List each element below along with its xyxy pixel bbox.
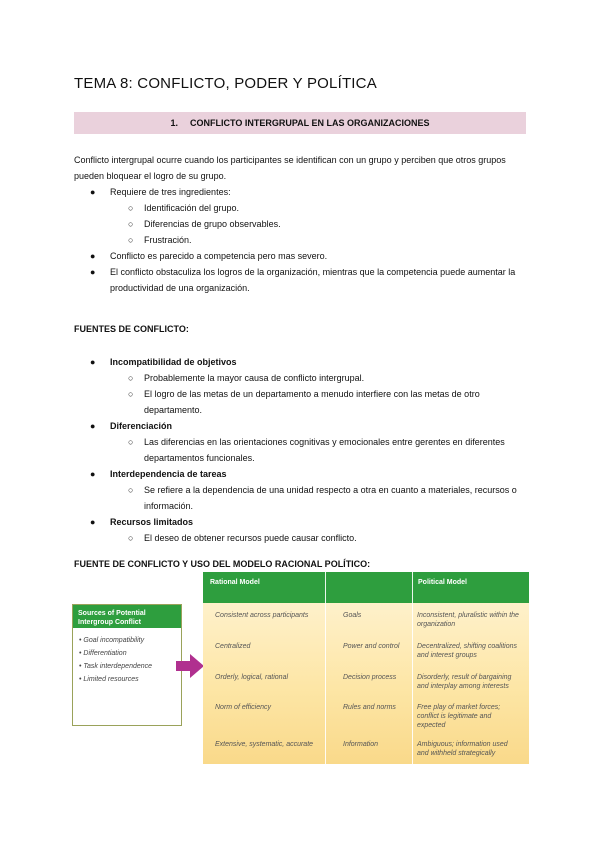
rational-cell: Centralized — [215, 643, 251, 650]
section-header — [74, 112, 526, 134]
list-item: ○ El logro de las metas de un departamento a menudo interfiere con las metas de otro departamento. — [74, 386, 526, 418]
circle-bullet-icon: ○ — [128, 437, 134, 447]
circle-bullet-icon: ○ — [128, 485, 134, 495]
list-item: ● Diferenciación — [74, 418, 526, 434]
list-item: ● Recursos limitados — [74, 514, 526, 530]
intro-paragraph: Conflicto intergrupal ocurre cuando los participantes se identifican con un grupo y perciben que otros grupos pueden bloquear el logro de su grupo. — [74, 155, 506, 181]
political-cell: Free play of market forces; conflict is legitimate and expected — [417, 704, 501, 729]
list-item: ○ Las diferencias en las orientaciones cognitivas y emocionales entre gerentes en diferentes departamentos funcionales. — [74, 434, 526, 466]
bullet-icon: ● — [90, 251, 96, 261]
circle-bullet-icon: ○ — [128, 235, 134, 245]
rational-header: Rational Model — [210, 579, 260, 586]
circle-bullet-icon: ○ — [128, 203, 134, 213]
bullet-icon: ● — [90, 187, 96, 197]
section-number: 1. — [170, 118, 178, 128]
source-item: • Goal incompatibility — [79, 637, 145, 644]
list-item: ○ Frustración. — [74, 232, 526, 248]
list-item: ● Conflicto es parecido a competencia pero mas severo. — [74, 248, 526, 264]
dimension-cell: Decision process — [343, 674, 397, 681]
political-cell: Ambiguous; information used and withheld strategically — [417, 741, 508, 757]
page-title: TEMA 8: CONFLICTO, PODER Y POLÍTICA — [74, 75, 377, 92]
bullet-icon: ● — [90, 517, 96, 527]
bullet-icon: ● — [90, 267, 96, 277]
column-divider — [325, 572, 326, 764]
rational-cell: Orderly, logical, rational — [215, 674, 289, 681]
list-item: ○ Se refiere a la dependencia de una unidad respecto a otra en cuanto a materiales, recursos o información. — [74, 482, 526, 514]
rational-cell: Extensive, systematic, accurate — [215, 741, 314, 748]
intro-list — [74, 184, 526, 296]
bullet-icon: ● — [90, 421, 96, 431]
list-item: ○ Probablemente la mayor causa de conflicto intergrupal. — [74, 370, 526, 386]
rational-cell: Norm of efficiency — [215, 704, 272, 711]
bullet-icon: ● — [90, 357, 96, 367]
political-cell: Disorderly, result of bargaining and interplay among interests — [417, 674, 512, 690]
bullet-icon: ● — [90, 469, 96, 479]
political-cell: Inconsistent, pluralistic within the organization — [417, 612, 519, 628]
table-header — [203, 572, 529, 603]
circle-bullet-icon: ○ — [128, 373, 134, 383]
list-item: ● Incompatibilidad de objetivos — [74, 354, 526, 370]
dimension-cell: Information — [343, 741, 379, 748]
list-item: ● Requiere de tres ingredientes: — [74, 184, 526, 200]
sources-box — [72, 604, 182, 726]
fuentes-list — [74, 354, 526, 546]
arrow-right-icon — [176, 654, 204, 678]
column-divider — [412, 572, 413, 764]
list-item: ● Interdependencia de tareas — [74, 466, 526, 482]
political-cell: Decentralized, shifting coalitions and interest groups — [417, 643, 517, 659]
sources-title: Sources of Potential Intergroup Conflict — [73, 605, 181, 628]
list-item: ○ El deseo de obtener recursos puede causar conflicto. — [74, 530, 526, 546]
source-item: • Limited resources — [79, 676, 139, 683]
sources-list — [73, 628, 181, 686]
dimension-cell: Power and control — [343, 643, 400, 650]
model-table — [203, 572, 529, 764]
dimension-cell: Goals — [343, 612, 362, 619]
modelo-heading: FUENTE DE CONFLICTO Y USO DEL MODELO RACIONAL POLÍTICO: — [74, 559, 371, 569]
rational-cell: Consistent across participants — [215, 612, 309, 619]
section-label: CONFLICTO INTERGRUPAL EN LAS ORGANIZACIONES — [190, 118, 430, 128]
circle-bullet-icon: ○ — [128, 219, 134, 229]
dimension-cell: Rules and norms — [343, 704, 396, 711]
political-header: Political Model — [418, 579, 468, 586]
source-item: • Differentiation — [79, 650, 127, 657]
list-item: ○ Identificación del grupo. — [74, 200, 526, 216]
fuentes-heading: FUENTES DE CONFLICTO: — [74, 324, 189, 334]
source-item: • Task interdependence — [79, 663, 153, 670]
list-item: ● El conflicto obstaculiza los logros de la organización, mientras que la competencia puede aumentar la productividad de una organización. — [74, 264, 526, 296]
circle-bullet-icon: ○ — [128, 389, 134, 399]
list-item: ○ Diferencias de grupo observables. — [74, 216, 526, 232]
circle-bullet-icon: ○ — [128, 533, 134, 543]
